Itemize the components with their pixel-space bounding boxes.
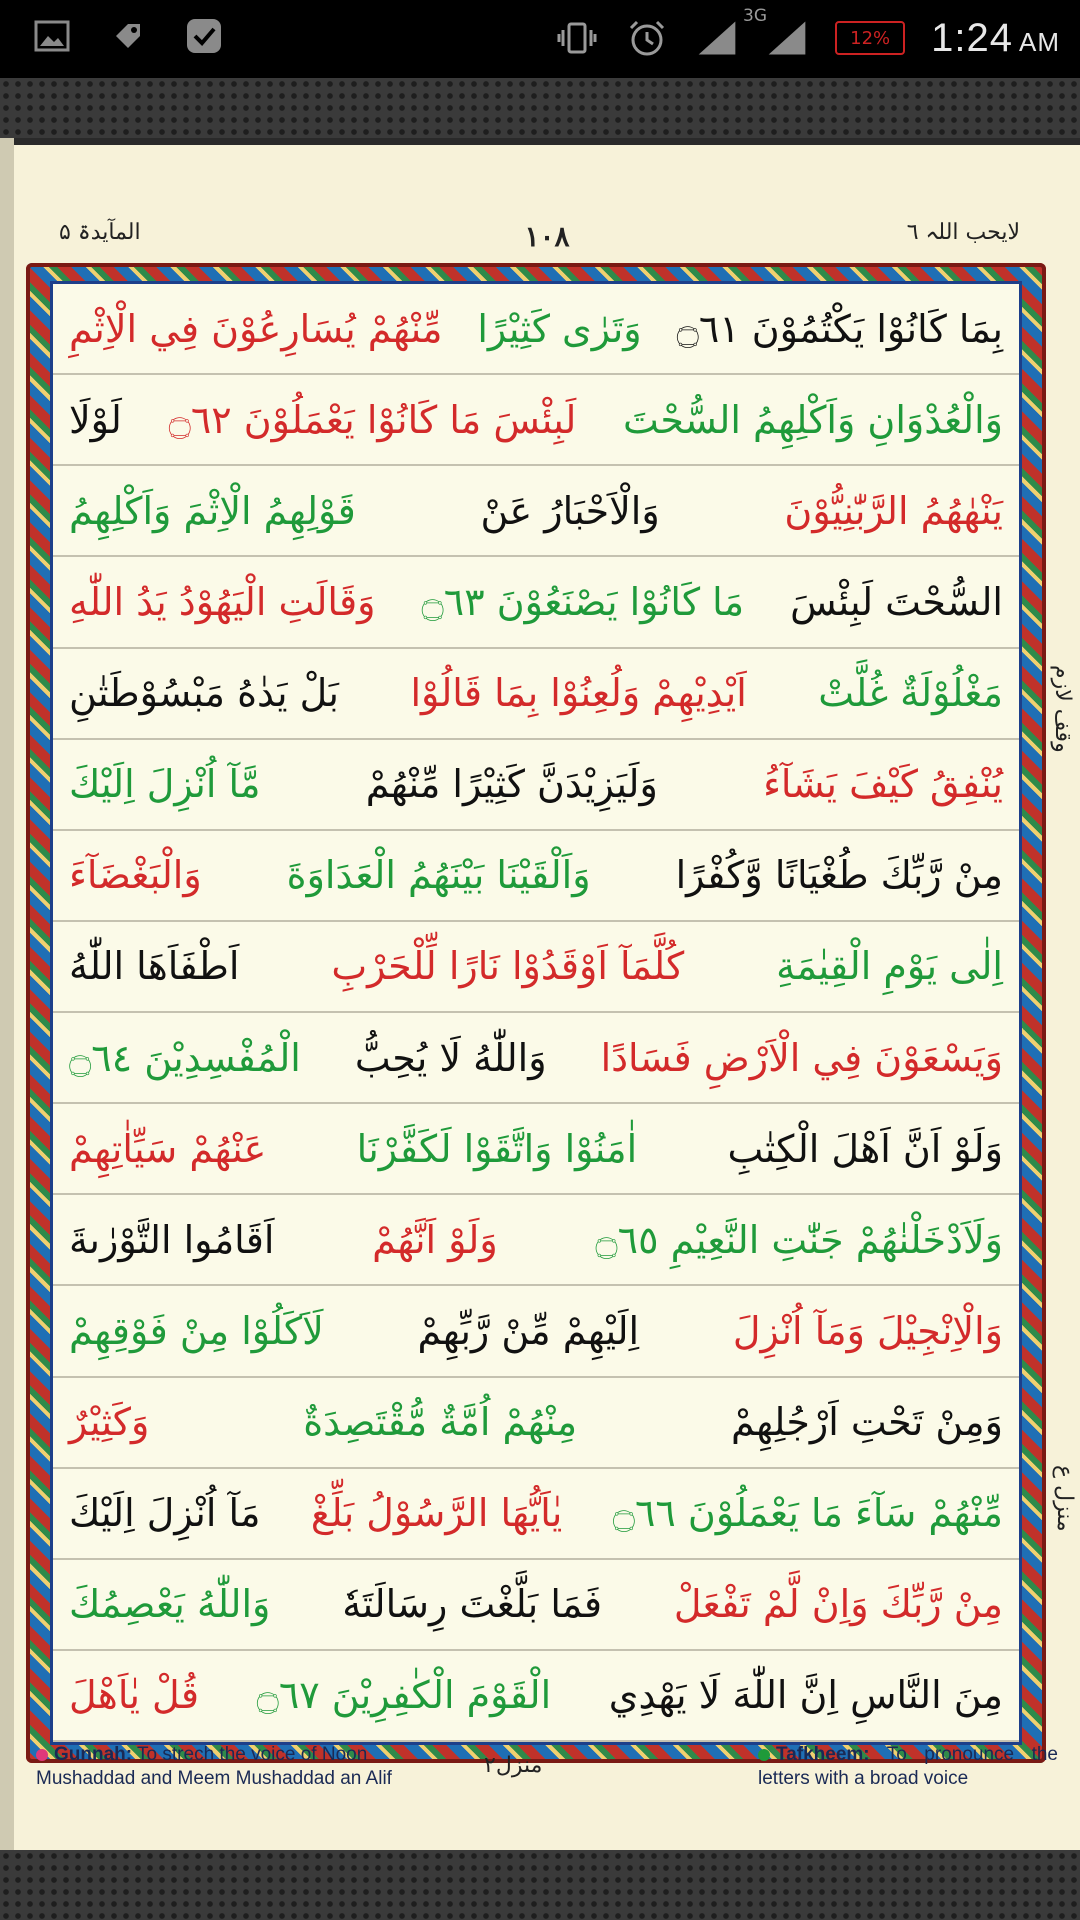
clock	[931, 16, 1060, 61]
ayah-segment: لَبِئْسَ مَا كَانُوْا يَعْمَلُوْنَ ۝٦٢	[168, 397, 577, 442]
ayah-segment: مِّنْهُمْ يُسَارِعُوْنَ فِي الْاِثْمِ	[69, 306, 443, 351]
ayah-line[interactable]	[53, 1469, 1019, 1560]
ayah-segment: قُلْ يٰاَهْلَ	[69, 1673, 199, 1718]
ayah-segment: وَلَوْ اَنَّ اَهْلَ الْكِتٰبِ	[727, 1126, 1003, 1171]
surah-name: المآیدۃ ۵	[59, 220, 141, 245]
ayah-segment: لَاَكَلُوْا مِنْ فَوْقِهِمْ	[69, 1308, 324, 1353]
ayah-segment: مَغْلُوْلَةٌ غُلَّتْ	[818, 671, 1003, 716]
ayah-segment: وَاللّٰهُ يَعْصِمُكَ	[69, 1582, 271, 1627]
ayah-segment: وَالْبَغْضَآءَ	[69, 853, 202, 898]
bottom-toolbar[interactable]	[0, 1850, 1080, 1920]
ayah-segment: وَالْاَحْبَارُ عَنْ	[480, 488, 660, 533]
ayah-segment: مَّآ اُنْزِلَ اِلَيْكَ	[69, 762, 261, 807]
ayah-line[interactable]	[53, 922, 1019, 1013]
ayah-segment: وَيَسْعَوْنَ فِي الْاَرْضِ فَسَادًا	[600, 1035, 1003, 1080]
ayah-line[interactable]	[53, 557, 1019, 648]
check-badge-icon	[182, 14, 226, 58]
ayah-line[interactable]	[53, 466, 1019, 557]
page-number: ١٠٨	[524, 220, 570, 253]
ayah-line[interactable]	[53, 1286, 1019, 1377]
ayah-line[interactable]	[53, 1195, 1019, 1286]
ayah-line[interactable]	[53, 1104, 1019, 1195]
legend-gunnah	[36, 1743, 456, 1791]
tag-icon	[106, 14, 150, 58]
gallery-icon	[30, 14, 74, 58]
ayah-segment: يُنْفِقُ كَيْفَ يَشَآءُ	[763, 762, 1003, 807]
ayah-segment: وَكَثِيْرٌ	[69, 1400, 150, 1445]
ayah-line[interactable]	[53, 1013, 1019, 1104]
ayah-segment: وَلَاَدْخَلْنٰهُمْ جَنّٰتِ النَّعِيْمِ ۝٦٥	[595, 1217, 1003, 1262]
ayah-segment: وَالْاِنْجِيْلَ وَمَآ اُنْزِلَ	[732, 1308, 1003, 1353]
ayah-line[interactable]	[53, 1378, 1019, 1469]
legend-tafkheem-title: Tafkheem:	[776, 1744, 870, 1765]
ayah-segment: الْقَوْمَ الْكٰفِرِيْنَ ۝٦٧	[256, 1673, 552, 1718]
ayah-segment: السُّحْتَ لَبِئْسَ	[790, 579, 1003, 624]
ayah-segment: وَاللّٰهُ لَا يُحِبُّ	[354, 1035, 547, 1080]
margin-note-waqf: وقف لازم	[1050, 665, 1075, 753]
ayah-segment: وَمِنْ تَحْتِ اَرْجُلِهِمْ	[731, 1400, 1003, 1445]
ayah-line[interactable]	[53, 1560, 1019, 1651]
ayah-line[interactable]	[53, 740, 1019, 831]
legend-gunnah-text: To strech the voice of Noon Mushaddad and Meem Mushaddad an Alif	[36, 1744, 392, 1789]
ayah-segment: اَطْفَاَهَا اللّٰهُ	[69, 944, 240, 989]
ayah-segment: يٰاَيُّهَا الرَّسُوْلُ بَلِّغْ	[310, 1491, 563, 1536]
signal-3g-icon	[765, 16, 809, 60]
battery-level: 12%	[850, 27, 891, 49]
legend-tafkheem-text: To pronounce the letters with a broad voice	[758, 1744, 1058, 1789]
gunnah-dot-icon	[36, 1749, 48, 1761]
ayah-line[interactable]	[53, 375, 1019, 466]
signal-icon	[695, 16, 739, 60]
ayah-segment: اَقَامُوا التَّوْرٰىةَ	[69, 1217, 275, 1262]
ayah-segment: الْمُفْسِدِيْنَ ۝٦٤	[69, 1035, 301, 1080]
ayah-segment: مَآ اُنْزِلَ اِلَيْكَ	[69, 1491, 261, 1536]
ayah-segment: اِلَيْهِمْ مِّنْ رَّبِّهِمْ	[417, 1308, 640, 1353]
ayah-segment: عَنْهُمْ سَيِّاٰتِهِمْ	[69, 1126, 267, 1171]
alarm-icon	[625, 16, 669, 60]
ayah-segment: اِلٰى يَوْمِ الْقِيٰمَةِ	[776, 944, 1003, 989]
ayah-segment: اَيْدِيْهِمْ وَلُعِنُوْا بِمَا قَالُوْا	[410, 671, 747, 716]
ayah-segment: بَلْ يَدٰهُ مَبْسُوْطَتٰنِ	[69, 671, 339, 716]
notification-icons	[30, 14, 226, 58]
clock-ampm: AM	[1019, 26, 1060, 57]
ayah-segment: وَلَوْ اَنَّهُمْ	[372, 1217, 498, 1262]
network-type: 3G	[743, 6, 767, 26]
tajweed-legend	[14, 1743, 1080, 1813]
ayah-segment: مَا كَانُوْا يَصْنَعُوْنَ ۝٦٣	[421, 579, 745, 624]
ayah-segment: مِنَ النَّاسِ اِنَّ اللّٰهَ لَا يَهْدِي	[608, 1673, 1003, 1718]
ayah-line[interactable]	[53, 831, 1019, 922]
battery-icon	[835, 21, 905, 55]
ayah-segment: وَتَرٰى كَثِيْرًا	[477, 306, 642, 351]
ayah-segment: مِّنْهُمْ سَآءَ مَا يَعْمَلُوْنَ ۝٦٦	[612, 1491, 1003, 1536]
ayah-line[interactable]	[53, 1651, 1019, 1742]
ayah-segment: مِنْ رَّبِّكَ وَاِنْ لَّمْ تَفْعَلْ	[673, 1582, 1003, 1627]
margin-note-ruku: منزل ع	[1052, 1465, 1077, 1532]
tafkheem-dot-icon	[758, 1749, 770, 1761]
legend-gunnah-title: Gunnah:	[54, 1744, 133, 1765]
ayah-segment: مِنْهُمْ اُمَّةٌ مُّقْتَصِدَةٌ	[303, 1400, 578, 1445]
page-edge	[0, 138, 14, 1850]
text-area	[50, 281, 1022, 1745]
clock-time: 1:24	[931, 15, 1013, 60]
quran-page[interactable]	[14, 145, 1080, 1850]
ayah-segment: كُلَّمَآ اَوْقَدُوْا نَارًا لِّلْحَرْبِ	[331, 944, 685, 989]
status-bar	[0, 0, 1080, 78]
ayah-segment: يَنْهٰهُمُ الرَّبّٰنِيُّوْنَ	[784, 488, 1003, 533]
ayah-segment: مِنْ رَّبِّكَ طُغْيَانًا وَّكُفْرًا	[675, 853, 1003, 898]
ayah-segment: قَوْلِهِمُ الْاِثْمَ وَاَكْلِهِمُ	[69, 488, 356, 533]
para-name: لایحب اللہ ٦	[906, 220, 1020, 245]
top-toolbar[interactable]	[0, 78, 1080, 138]
legend-tafkheem	[758, 1743, 1058, 1791]
ayah-segment: وَالْعُدْوَانِ وَاَكْلِهِمُ السُّحْتَ	[623, 397, 1003, 442]
ayah-line[interactable]	[53, 649, 1019, 740]
system-icons	[555, 10, 1060, 66]
ayah-segment: اٰمَنُوْا وَاتَّقَوْا لَكَفَّرْنَا	[356, 1126, 638, 1171]
ayah-line[interactable]	[53, 284, 1019, 375]
ayah-segment: وَاَلْقَيْنَا بَيْنَهُمُ الْعَدَاوَةَ	[286, 853, 591, 898]
manzil-label: منزل٢	[484, 1753, 543, 1778]
ayah-segment: وَلَيَزِيْدَنَّ كَثِيْرًا مِّنْهُمْ	[365, 762, 658, 807]
ayah-segment: لَوْلَا	[69, 397, 122, 442]
vibrate-icon	[555, 16, 599, 60]
ayah-segment: وَقَالَتِ الْيَهُوْدُ يَدُ اللّٰهِ	[69, 579, 376, 624]
ayah-segment: بِمَا كَانُوْا يَكْتُمُوْنَ ۝٦١	[676, 306, 1003, 351]
decorative-border	[26, 263, 1046, 1763]
ayah-segment: فَمَا بَلَّغْتَ رِسَالَتَهٗ	[342, 1582, 603, 1627]
